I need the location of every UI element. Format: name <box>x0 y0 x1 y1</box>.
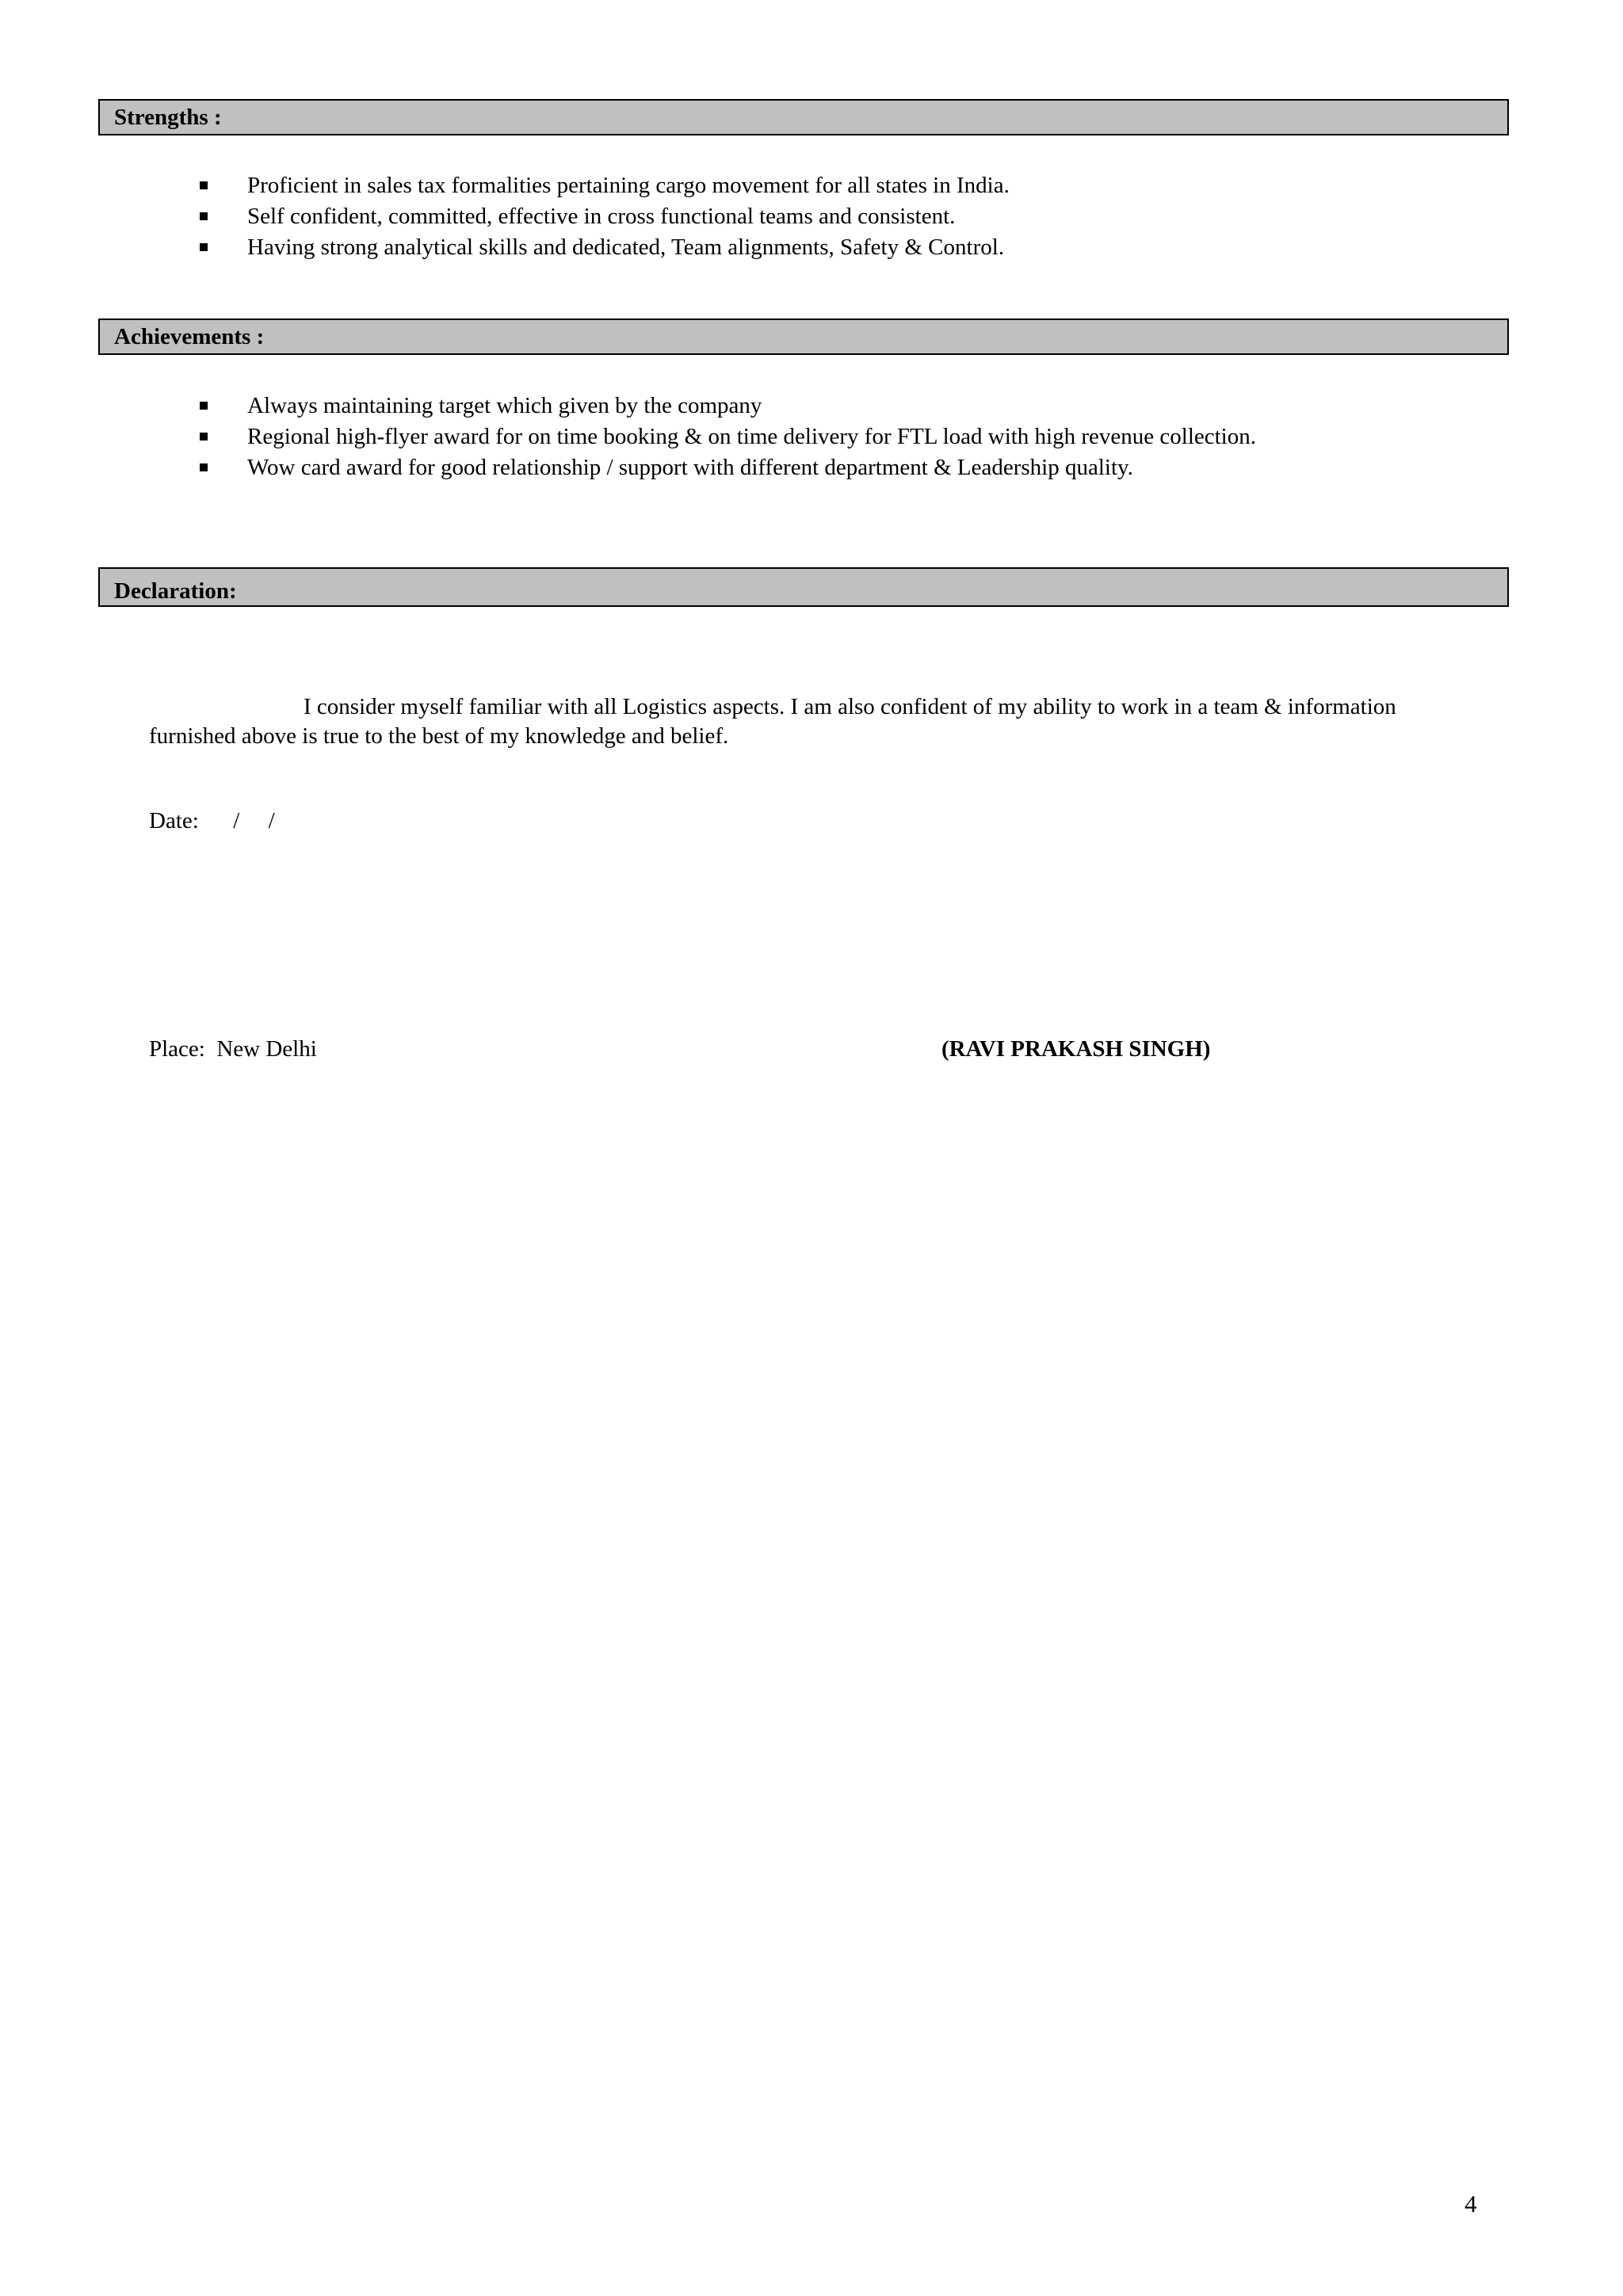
list-item <box>198 201 1010 232</box>
declaration-paragraph <box>149 692 1480 751</box>
strength-text: Having strong analytical skills and dedicated, Team alignments, Safety & Control. <box>247 235 1005 260</box>
strengths-header <box>98 99 1509 135</box>
date-line: Date: / / <box>149 808 275 833</box>
square-bullet-icon <box>200 402 208 410</box>
square-bullet-icon <box>200 212 208 220</box>
achievements-list <box>198 391 1256 483</box>
signature-name: (RAVI PRAKASH SINGH) <box>941 1036 1211 1062</box>
list-item <box>198 232 1010 263</box>
list-item <box>198 391 1256 421</box>
list-item <box>198 421 1256 452</box>
list-item <box>198 452 1256 483</box>
strengths-title: Strengths : <box>114 105 222 130</box>
achievements-header <box>98 318 1509 355</box>
square-bullet-icon <box>200 243 208 251</box>
square-bullet-icon <box>200 181 208 189</box>
achievements-title: Achievements : <box>114 324 265 349</box>
list-item <box>198 170 1010 201</box>
declaration-header <box>98 567 1509 607</box>
square-bullet-icon <box>200 433 208 441</box>
declaration-title: Declaration: <box>114 578 237 604</box>
achievement-text: Wow card award for good relationship / support with different department & Leadership quality. <box>247 455 1133 480</box>
strength-text: Proficient in sales tax formalities pertaining cargo movement for all states in India. <box>247 173 1010 198</box>
place-line: Place: New Delhi <box>149 1036 317 1062</box>
square-bullet-icon <box>200 463 208 471</box>
achievement-text: Regional high-flyer award for on time booking & on time delivery for FTL load with high revenue collection. <box>247 424 1256 449</box>
strengths-list <box>198 170 1010 263</box>
declaration-text: I consider myself familiar with all Logistics aspects. I am also confident of my ability to work in a team & information furnished above is true to the best of my knowledge and belief. <box>149 694 1396 749</box>
strength-text: Self confident, committed, effective in cross functional teams and consistent. <box>247 204 956 229</box>
achievement-text: Always maintaining target which given by the company <box>247 393 762 418</box>
page-number: 4 <box>1465 2190 1477 2218</box>
